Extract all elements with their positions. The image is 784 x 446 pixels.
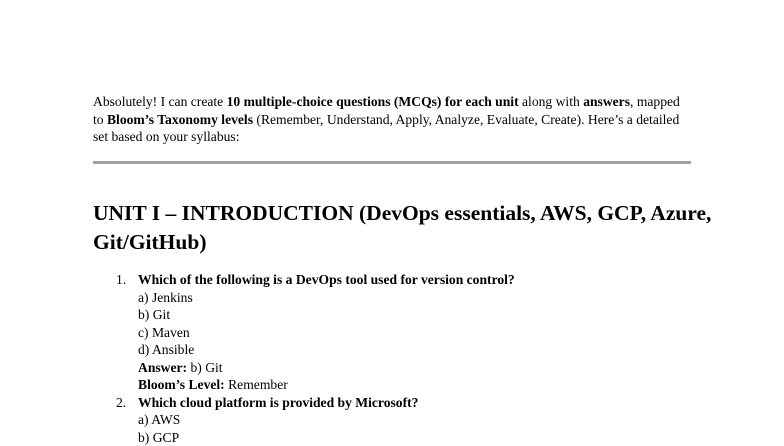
option-b: b) GCP xyxy=(138,429,676,446)
question-body xyxy=(138,394,676,446)
question-item xyxy=(116,271,676,394)
question-body xyxy=(138,271,676,394)
question-item xyxy=(116,394,676,446)
option-c: c) Maven xyxy=(138,324,676,342)
bloom-level-line xyxy=(138,376,676,394)
intro-bold-bloom: Bloom’s Taxonomy levels xyxy=(107,112,253,127)
question-list xyxy=(116,271,676,446)
answer-value: b) Git xyxy=(187,360,223,375)
option-d: d) Ansible xyxy=(138,341,676,359)
question-number: 1. xyxy=(116,271,138,394)
intro-text: along with xyxy=(519,94,584,109)
intro-bold-answers: answers xyxy=(583,94,630,109)
bloom-level-label: Bloom’s Level: xyxy=(138,377,225,392)
option-b: b) Git xyxy=(138,306,676,324)
answer-label: Answer: xyxy=(138,360,187,375)
intro-text: , mapped to xyxy=(93,94,680,127)
intro-text: Absolutely! I can create xyxy=(93,94,227,109)
unit-heading: UNIT I – INTRODUCTION (DevOps essentials, AWS, GCP, Azure, Git/GitHub) xyxy=(93,199,713,257)
option-a: a) AWS xyxy=(138,411,676,429)
answer-line xyxy=(138,359,676,377)
bloom-level-value: Remember xyxy=(225,377,288,392)
intro-text: (Remember, Understand, Apply, Analyze, Evaluate, Create). Here’s a detailed set based on your syllabus: xyxy=(93,112,679,145)
question-text: Which of the following is a DevOps tool used for version control? xyxy=(138,271,676,289)
option-a: a) Jenkins xyxy=(138,289,676,307)
intro-paragraph xyxy=(93,93,693,146)
intro-bold-mcqs: 10 multiple-choice questions (MCQs) for each unit xyxy=(227,94,519,109)
horizontal-rule xyxy=(93,161,691,164)
question-number: 2. xyxy=(116,394,138,446)
question-text: Which cloud platform is provided by Microsoft? xyxy=(138,394,676,412)
